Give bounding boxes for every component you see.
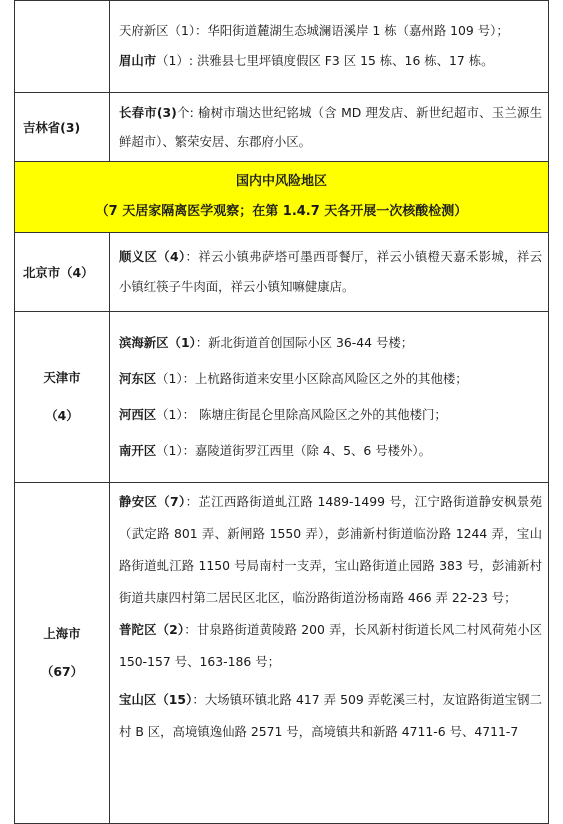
district-text: （1）: 洪雅县七里坪镇度假区 F3 区 15 栋、16 栋、17 栋。 [156, 53, 494, 68]
district-text: ：大场镇环镇北路 417 弄 509 弄乾溪三村，友谊路街道宝钢二村 B 区，高境镇逸仙路 2571 号，高境镇共和新路 4711-6 号、4711-7 [119, 692, 543, 739]
content-cell [110, 312, 549, 483]
entry-tianfu: 天府新区（1）：华阳街道麓湖生态城澜语溪岸 1 栋（嘉州路 109 号）； [119, 23, 509, 38]
region-name: 天津市 [43, 370, 81, 385]
section-title: 国内中风险地区 [235, 174, 327, 189]
district-text: （1）：上杭路街道来安里小区除高风险区之外的其他楼； [156, 371, 468, 386]
section-header [15, 162, 549, 233]
region-cell-tianjin [15, 312, 110, 483]
district-text: （1）：嘉陵道街罗江西里（除 4、5、6 号楼外）。 [156, 443, 431, 458]
section-subtitle: （7 天居家隔离医学观察；在第 1.4.7 天各开展一次核酸检测） [95, 204, 468, 219]
district-label: 河东区 [119, 371, 157, 386]
table-row [15, 93, 549, 162]
region-count: （4） [45, 408, 79, 423]
risk-area-table [14, 0, 549, 824]
entry-baoshan [119, 684, 542, 748]
document-page [14, 0, 548, 824]
content-cell [110, 483, 549, 824]
content-cell [110, 1, 549, 93]
district-text: （1）： 陈塘庄街昆仑里除高风险区之外的其他楼门； [156, 407, 447, 422]
district-text: ：芷江西路街道虬江路 1489-1499 号，江宁路街道静安枫景苑（武定路 801 弄、新闸路 1550 弄），彭浦新村街道临汾路 1244 弄，宝山路街道虬江路 1150 号局南村一支弄，宝山路街道止园路 383 号，彭浦新村街道共康四村第二居民区北区，临汾路街道汾杨南路 466 弄 22-23 号； [119, 494, 543, 605]
district-label: 南开区 [119, 443, 157, 458]
region-cell-shanghai [15, 483, 110, 824]
table-row [15, 312, 549, 483]
district-label: 河西区 [119, 407, 157, 422]
district-text: 个: 榆树市瑞达世纪铭城（含 MD 理发店、新世纪超市、玉兰源生鲜超市）、繁荣安居、东郡府小区。 [119, 105, 542, 149]
entry-putuo [119, 614, 542, 678]
district-label: 宝山区（15） [119, 692, 193, 707]
district-label: 长春市(3) [119, 105, 177, 120]
district-text: ：甘泉路街道黄陵路 200 弄，长风新村街道长风二村风荷苑小区 150-157 号、163-186 号； [119, 622, 543, 669]
table-row [15, 483, 549, 824]
content-cell [110, 93, 549, 162]
table-row-header [15, 162, 549, 233]
entry-hedong [119, 361, 542, 397]
district-text: ：祥云小镇弗萨塔可墨西哥餐厅，祥云小镇橙天嘉禾影城，祥云小镇红筷子牛肉面，祥云小镇知嘛健康店。 [119, 249, 542, 294]
entry-hexi [119, 397, 542, 433]
entry-binhai [119, 325, 542, 361]
entry-nankai [119, 433, 542, 469]
district-label: 眉山市 [119, 53, 157, 68]
entry-jingan [119, 486, 542, 614]
district-label: 静安区（7） [119, 494, 186, 509]
content-cell [110, 233, 549, 312]
region-name: 上海市 [43, 626, 81, 641]
entry-meishan [119, 46, 542, 82]
table-row [15, 1, 549, 93]
region-cell [15, 1, 110, 93]
region-cell-beijing: 北京市（4） [15, 233, 110, 312]
region-cell-jilin: 吉林省(3) [15, 93, 110, 162]
district-label: 顺义区（4） [119, 249, 186, 264]
district-label: 普陀区（2） [119, 622, 185, 637]
district-label: 滨海新区（1） [119, 335, 196, 350]
district-text: ：新北街道首创国际小区 36-44 号楼； [195, 335, 414, 350]
table-row [15, 233, 549, 312]
region-count: （67） [40, 664, 84, 679]
